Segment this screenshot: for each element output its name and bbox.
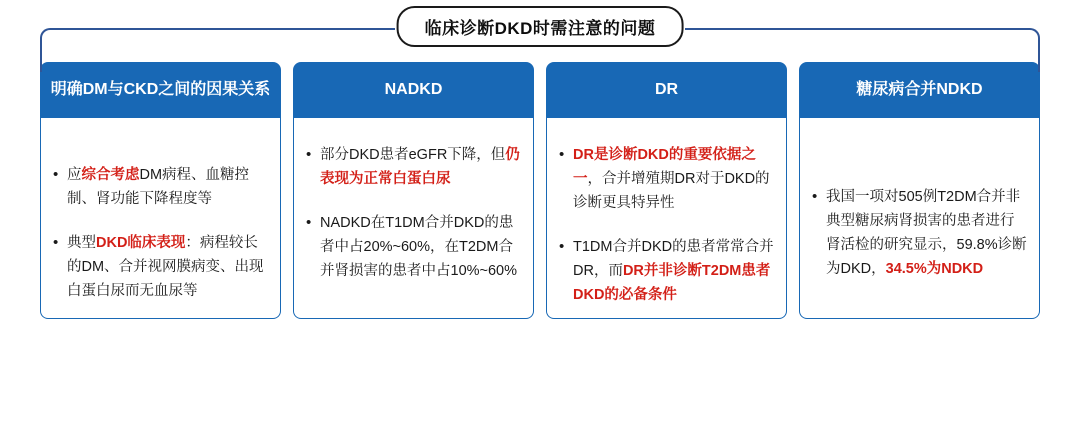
list-item: [304, 212, 521, 284]
text-segment: DM病程、血糖控制、肾功能下降程度等: [67, 167, 250, 207]
bullet-list: [304, 144, 521, 284]
list-item: [557, 236, 774, 308]
text-segment: ，合并增殖期DR对于DKD的诊断更具特异性: [573, 170, 770, 211]
text-segment: 部分DKD患者eGFR下降，但: [320, 147, 506, 163]
column-header: 明确DM与CKD之间的因果关系: [40, 62, 281, 118]
column-body: [799, 118, 1040, 319]
list-item: [810, 186, 1027, 282]
text-segment-highlight: 仍表现为正常白蛋白尿: [320, 147, 520, 187]
text-segment: 典型: [67, 234, 96, 251]
text-segment-highlight: DR是诊断DKD的重要依据之一: [573, 147, 756, 187]
text-segment-highlight: 综合考虑: [81, 167, 140, 183]
text-segment-highlight: DKD临床表现: [96, 234, 186, 251]
list-item: [304, 144, 521, 192]
column-body: [546, 118, 787, 319]
list-item: [51, 232, 268, 304]
list-item: [51, 164, 268, 212]
text-segment-highlight: 34.5%为NDKD: [885, 260, 984, 277]
text-segment-highlight: DR并非诊断T2DM患者DKD的必备条件: [573, 262, 771, 303]
column-ndkd: [799, 62, 1040, 319]
list-item: [557, 144, 774, 216]
column-header: 糖尿病合并NDKD: [799, 62, 1040, 118]
column-causal-relationship: [40, 62, 281, 319]
columns-container: [40, 62, 1040, 319]
column-body: [293, 118, 534, 319]
text-segment: T1DM合并DKD的患者常常合并DR，而: [573, 238, 774, 279]
column-nadkd: [293, 62, 534, 319]
text-segment: NADKD在T1DM合并DKD的患者中占20%~60%，在T2DM合并肾损害的患者中占10%~60%: [320, 214, 518, 279]
text-segment: 我国一项对505例T2DM合并非典型糖尿病肾损害的患者进行肾活检的研究显示，59.8%诊断为DKD，: [826, 189, 1027, 277]
column-body: [40, 118, 281, 319]
bullet-list: [51, 164, 268, 304]
text-segment: ：病程较长的DM、合并视网膜病变、出现白蛋白尿而无血尿等: [67, 234, 264, 299]
page-title: 临床诊断DKD时需注意的问题: [397, 6, 684, 47]
column-header: DR: [546, 62, 787, 118]
bullet-list: [810, 186, 1027, 282]
column-header: NADKD: [293, 62, 534, 118]
column-dr: [546, 62, 787, 319]
text-segment: 应: [67, 167, 82, 183]
bullet-list: [557, 144, 774, 308]
